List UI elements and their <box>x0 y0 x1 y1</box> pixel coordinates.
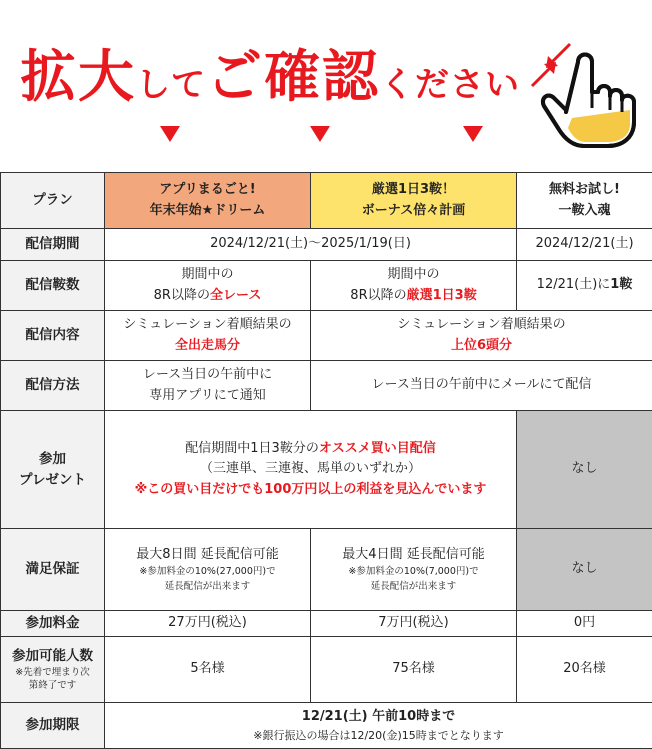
row-label-plan: プラン <box>1 173 105 229</box>
deadline-note: ※銀行振込の場合は12/20(金)15時までとなります <box>109 727 648 744</box>
content-a-highlight: 全出走馬分 <box>109 336 306 356</box>
row-label-guarantee: 満足保証 <box>1 529 105 611</box>
present-line1-prefix: 配信期間中1日3鞍分の <box>185 441 319 456</box>
capacity-a-cell: 5名様 <box>105 637 311 703</box>
content-a-line1: シミュレーション着順結果の <box>109 315 306 335</box>
plan-c-name-line2: 一鞍入魂 <box>521 201 648 221</box>
count-a-line1: 期間中の <box>109 265 306 285</box>
method-bc-cell: レース当日の午前中にメールにて配信 <box>311 361 652 411</box>
table-row-guarantee <box>1 529 652 611</box>
guarantee-c-cell: なし <box>517 529 652 611</box>
hero-title-part2: して <box>136 65 206 105</box>
count-a-cell <box>105 261 311 311</box>
table-row-period <box>1 229 652 261</box>
present-line2: （三連単、三連複、馬単のいずれか） <box>109 459 512 479</box>
present-line1-highlight: オススメ買い目配信 <box>319 441 436 456</box>
capacity-note-line1: ※先着で埋まり次 <box>5 667 100 680</box>
plan-b-name-line2: ボーナス倍々計画 <box>315 201 512 221</box>
down-triangle-icon <box>160 126 180 142</box>
count-a-line2 <box>109 286 306 306</box>
content-bc-line1: シミュレーション着順結果の <box>315 315 648 335</box>
row-label-count: 配信鞍数 <box>1 261 105 311</box>
guarantee-a-cell <box>105 529 311 611</box>
table-row-present <box>1 411 652 529</box>
content-bc-cell <box>311 311 652 361</box>
plan-c-name-line1: 無料お試し! <box>521 180 648 200</box>
zoom-arrows-icon <box>532 44 570 86</box>
hero-title <box>20 50 520 130</box>
count-a-highlight: 全レース <box>210 288 261 303</box>
hero-title-part3: ご確認 <box>206 45 380 110</box>
down-triangle-icon <box>310 126 330 142</box>
method-a-line2: 専用アプリにて通知 <box>109 386 306 406</box>
method-a-cell <box>105 361 311 411</box>
guarantee-a-line1: 最大8日間 延長配信可能 <box>109 545 306 565</box>
row-label-deadline: 参加期限 <box>1 703 105 749</box>
plan-b-name-line1: 厳選1日3鞍！ <box>315 180 512 200</box>
capacity-b-cell: 75名様 <box>311 637 517 703</box>
guarantee-b-note2: 延長配信が出来ます <box>315 580 512 595</box>
count-b-highlight: 厳選1日3鞍 <box>407 288 477 303</box>
hero-title-part1: 拡大 <box>20 45 136 110</box>
plan-a-header <box>105 173 311 229</box>
down-triangle-icon <box>463 126 483 142</box>
method-a-line1: レース当日の午前中に <box>109 365 306 385</box>
guarantee-a-note1: ※参加料金の10%(27,000円)で <box>109 565 306 580</box>
row-label-content: 配信内容 <box>1 311 105 361</box>
guarantee-b-line1: 最大4日間 延長配信可能 <box>315 545 512 565</box>
present-line1 <box>109 439 512 459</box>
plan-a-name-line2: 年末年始★ドリーム <box>109 201 306 221</box>
row-label-present-line2: プレゼント <box>5 470 100 491</box>
fee-a-cell: 27万円(税込) <box>105 611 311 637</box>
table-row-count <box>1 261 652 311</box>
hero-banner <box>0 0 652 172</box>
plan-a-name-line1: アプリまるごと! <box>109 180 306 200</box>
table-row-plan <box>1 173 652 229</box>
count-b-line1: 期間中の <box>315 265 512 285</box>
deadline-main: 12/21(土) 午前10時まで <box>109 707 648 727</box>
table-row-fee <box>1 611 652 637</box>
period-c-cell: 2024/12/21(土) <box>517 229 652 261</box>
content-bc-highlight: 上位6頭分 <box>315 336 648 356</box>
count-b-cell <box>311 261 517 311</box>
count-b-line2 <box>315 286 512 306</box>
row-label-capacity <box>1 637 105 703</box>
deadline-cell <box>105 703 652 749</box>
table-row-deadline <box>1 703 652 749</box>
capacity-note-line2: 第終了です <box>5 680 100 693</box>
guarantee-a-note2: 延長配信が出来ます <box>109 580 306 595</box>
row-label-method: 配信方法 <box>1 361 105 411</box>
row-label-fee: 参加料金 <box>1 611 105 637</box>
row-label-present <box>1 411 105 529</box>
row-label-present-line1: 参加 <box>5 449 100 470</box>
period-ab-cell: 2024/12/21(土)～2025/1/19(日) <box>105 229 517 261</box>
count-c-prefix: 12/21(土)に <box>537 277 611 292</box>
table-row-method <box>1 361 652 411</box>
count-c-cell <box>517 261 652 311</box>
fee-c-cell: 0円 <box>517 611 652 637</box>
fee-b-cell: 7万円(税込) <box>311 611 517 637</box>
guarantee-b-cell <box>311 529 517 611</box>
content-a-cell <box>105 311 311 361</box>
count-b-prefix: 8R以降の <box>350 288 406 303</box>
plan-b-header <box>311 173 517 229</box>
present-ab-cell <box>105 411 517 529</box>
row-label-period: 配信期間 <box>1 229 105 261</box>
table-row-content <box>1 311 652 361</box>
pointing-hand-icon <box>518 22 642 150</box>
capacity-c-cell: 20名様 <box>517 637 652 703</box>
guarantee-b-note1: ※参加料金の10%(7,000円)で <box>315 565 512 580</box>
table-row-capacity <box>1 637 652 703</box>
plan-c-header <box>517 173 652 229</box>
plan-comparison-table <box>0 172 652 749</box>
row-label-capacity-text: 参加可能人数 <box>12 648 93 664</box>
present-c-cell: なし <box>517 411 652 529</box>
count-a-prefix: 8R以降の <box>154 288 210 303</box>
present-line3: ※この買い目だけでも100万円以上の利益を見込んでいます <box>109 480 512 500</box>
hero-title-part4: ください <box>380 65 520 105</box>
count-c-highlight: 1鞍 <box>610 277 632 292</box>
